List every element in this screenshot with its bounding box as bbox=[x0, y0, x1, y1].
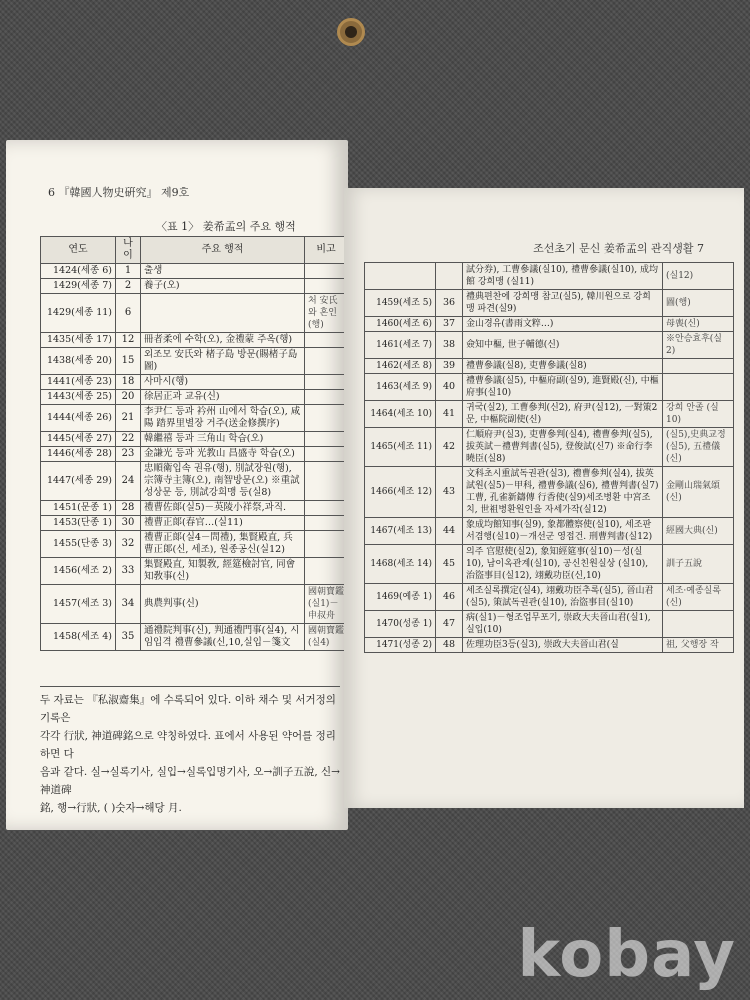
note-cell: 國朝寶鑑(실4) bbox=[305, 624, 348, 651]
header-note: 비고 bbox=[305, 237, 348, 264]
year-cell: 1465(세조 11) bbox=[365, 428, 436, 467]
age-cell: 20 bbox=[116, 390, 141, 405]
age-cell: 30 bbox=[116, 516, 141, 531]
note-cell bbox=[305, 375, 348, 390]
year-cell: 1443(세종 25) bbox=[41, 390, 116, 405]
note-cell bbox=[305, 531, 348, 558]
age-cell: 6 bbox=[116, 294, 141, 333]
note-cell: 圖(행) bbox=[663, 290, 734, 317]
header-year: 연도 bbox=[41, 237, 116, 264]
age-cell: 39 bbox=[436, 359, 463, 374]
age-cell: 2 bbox=[116, 279, 141, 294]
age-cell: 15 bbox=[116, 348, 141, 375]
table-row bbox=[41, 405, 348, 432]
age-cell: 36 bbox=[436, 290, 463, 317]
age-cell: 22 bbox=[116, 432, 141, 447]
table-row bbox=[41, 348, 348, 375]
deed-cell: 佐理功臣3등(실3), 崇政大夫晉山君(실 bbox=[463, 638, 663, 653]
table-row bbox=[365, 374, 734, 401]
deed-cell: 출생 bbox=[141, 264, 305, 279]
note-cell: 金剛山瑞氣頌(신) bbox=[663, 467, 734, 518]
year-cell: 1453(단종 1) bbox=[41, 516, 116, 531]
footnote-line: 음과 같다. 실→실록기사, 실입→실록입명기사, 오→訓子五說, 신→神道碑 bbox=[40, 766, 340, 796]
header-age: 나이 bbox=[116, 237, 141, 264]
deed-cell: 僉知中樞, 世子輔德(신) bbox=[463, 332, 663, 359]
deed-cell: 通禮院判事(신), 判通禮門事(실4), 시임입격 禮曹參議(신,10,실입－箋文 bbox=[141, 624, 305, 651]
table-row bbox=[41, 390, 348, 405]
right-running-head: 조선초기 문신 姜希孟의 관직생활 7 bbox=[533, 242, 704, 255]
table-row bbox=[41, 516, 348, 531]
age-cell: 41 bbox=[436, 401, 463, 428]
footnote bbox=[40, 686, 340, 817]
year-cell: 1470(성종 1) bbox=[365, 611, 436, 638]
deed-cell: 集賢殿直, 知製敎, 經筵檢討官, 同會知敎事(신) bbox=[141, 558, 305, 585]
table-row bbox=[41, 432, 348, 447]
binder-hole bbox=[337, 18, 365, 46]
year-cell: 1461(세조 7) bbox=[365, 332, 436, 359]
year-cell: 1429(세종 7) bbox=[41, 279, 116, 294]
deed-cell: 金山경유(書雨文粹…) bbox=[463, 317, 663, 332]
note-cell: 訓子五說 bbox=[663, 545, 734, 584]
table-row bbox=[41, 279, 348, 294]
table-row bbox=[41, 447, 348, 462]
deed-cell: 李尹仁 등과 衿州 山에서 학습(오), 咸陽 踏界里별장 거주(送金修撰序) bbox=[141, 405, 305, 432]
note-cell bbox=[305, 462, 348, 501]
age-cell: 45 bbox=[436, 545, 463, 584]
year-cell: 1468(세조 14) bbox=[365, 545, 436, 584]
deed-cell: 試分券), 工曹參議(실10), 禮曹參議(실10), 成均館 강희맹 (실11) bbox=[463, 263, 663, 290]
note-cell bbox=[305, 333, 348, 348]
left-table bbox=[40, 236, 348, 651]
age-cell: 1 bbox=[116, 264, 141, 279]
note-cell bbox=[305, 501, 348, 516]
year-cell: 1459(세조 5) bbox=[365, 290, 436, 317]
age-cell: 24 bbox=[116, 462, 141, 501]
year-cell: 1467(세조 13) bbox=[365, 518, 436, 545]
year-cell: 1435(세종 17) bbox=[41, 333, 116, 348]
year-cell: 1455(단종 3) bbox=[41, 531, 116, 558]
age-cell: 47 bbox=[436, 611, 463, 638]
age-cell: 32 bbox=[116, 531, 141, 558]
age-cell: 43 bbox=[436, 467, 463, 518]
table-header-row bbox=[41, 237, 348, 264]
note-cell: 세조·예종실록(신) bbox=[663, 584, 734, 611]
footnote-line: 각각 行狀, 神道碑銘으로 약칭하였다. 표에서 사용된 약어를 정리하면 다 bbox=[40, 730, 336, 760]
age-cell: 35 bbox=[116, 624, 141, 651]
table-row bbox=[365, 290, 734, 317]
note-cell: 처 安氏와 혼인(행) bbox=[305, 294, 348, 333]
table-row bbox=[365, 359, 734, 374]
table-row bbox=[365, 263, 734, 290]
deed-cell: 文科초시重試독권관(실3), 禮曹參判(실4), 拔英試원(실5)－甲科, 禮曹參議(실6), 禮曹判書(실7)工曹, 孔雀新鑄傳 行香使(실9)세조병환 中宮조치, 世祖병환원인을 자세가작(실12) bbox=[463, 467, 663, 518]
deed-cell: 禮曹佐郞(실5)－英陵小祥祭,과직. bbox=[141, 501, 305, 516]
deed-cell: 冊者柔에 수학(오), 金禮蒙 주옥(행) bbox=[141, 333, 305, 348]
deed-cell: 禮曹正郞(春官…(실11) bbox=[141, 516, 305, 531]
year-cell bbox=[365, 263, 436, 290]
year-cell: 1469(예종 1) bbox=[365, 584, 436, 611]
note-cell bbox=[663, 374, 734, 401]
deed-cell: 禮曹正郞(실4－問禮), 集賢殿直, 兵曹正郞(신, 세조), 원종공신(실12) bbox=[141, 531, 305, 558]
deed-cell: 禮典편찬에 강희맹 참고(실5), 韓川원으로 강희맹 파견(실9) bbox=[463, 290, 663, 317]
note-cell bbox=[305, 432, 348, 447]
note-cell bbox=[663, 611, 734, 638]
year-cell: 1471(성종 2) bbox=[365, 638, 436, 653]
deed-cell: 忠順衛입속 권유(행), 別試장원(행), 宗簿寺主簿(오), 南智방문(오) ※重試 성상문 등, 別試강희맹 등(실8) bbox=[141, 462, 305, 501]
table-row bbox=[365, 518, 734, 545]
deed-cell: 사마시(행) bbox=[141, 375, 305, 390]
year-cell: 1446(세종 28) bbox=[41, 447, 116, 462]
table-row bbox=[41, 375, 348, 390]
year-cell: 1462(세조 8) bbox=[365, 359, 436, 374]
deed-cell: 의주 官慰使(실2), 象知經筵事(실10)－성(실10), 남이옥관계(실10), 공신친원실상 (실10), 治盜事目(실12), 翊戴功臣(신,10) bbox=[463, 545, 663, 584]
deed-cell: 仁順府尹(실3), 吏曹參判(실4), 禮曹參判(실5), 拔英試－禮曹判書(실5), 登俊試(신7) ※命行李曉臣(실8) bbox=[463, 428, 663, 467]
year-cell: 1460(세조 6) bbox=[365, 317, 436, 332]
table-row bbox=[365, 611, 734, 638]
age-cell: 21 bbox=[116, 405, 141, 432]
deed-cell: 귀국(실2), 工曹參判(신2), 府尹(실12), 一對策2문, 中樞院副使(신) bbox=[463, 401, 663, 428]
deed-cell: 禮曹參議(실5), 中樞府副(실9), 進賢殿(신), 中樞府事(실10) bbox=[463, 374, 663, 401]
deed-cell: 典農判事(신) bbox=[141, 585, 305, 624]
table-row bbox=[365, 467, 734, 518]
table-row bbox=[41, 585, 348, 624]
left-table-body bbox=[41, 264, 348, 651]
note-cell bbox=[305, 558, 348, 585]
deed-cell: 象成均館知事(실9), 象都體察使(실10), 세조판서겸행(실10)－개선군 영접건. 刑曹判書(실12) bbox=[463, 518, 663, 545]
footnote-line: 두 자료는 『私淑齋集』에 수록되어 있다. 이하 채수 및 서거정의 기록은 bbox=[40, 694, 336, 724]
year-cell: 1444(세종 26) bbox=[41, 405, 116, 432]
deed-cell: 세조실록撰定(실4), 翊戴功臣추록(실5), 晉山君(실5), 策試독권관(실10), 治盜事目(실10) bbox=[463, 584, 663, 611]
table-row bbox=[41, 264, 348, 279]
note-cell: 母喪(신) bbox=[663, 317, 734, 332]
age-cell: 42 bbox=[436, 428, 463, 467]
note-cell bbox=[305, 279, 348, 294]
deed-cell: 病(실1)－형조업무포기, 崇政大夫晉山君(실1), 실입(10) bbox=[463, 611, 663, 638]
age-cell: 23 bbox=[116, 447, 141, 462]
table-row bbox=[365, 584, 734, 611]
age-cell: 28 bbox=[116, 501, 141, 516]
deed-cell: 외조모 安氏와 楮子島 방문(賜楮子島圖) bbox=[141, 348, 305, 375]
age-cell: 40 bbox=[436, 374, 463, 401]
table-row bbox=[41, 558, 348, 585]
note-cell bbox=[305, 348, 348, 375]
year-cell: 1456(세조 2) bbox=[41, 558, 116, 585]
right-table-body bbox=[365, 263, 734, 653]
note-cell bbox=[305, 516, 348, 531]
header-deeds: 주요 행적 bbox=[141, 237, 305, 264]
table-row bbox=[365, 332, 734, 359]
deed-cell bbox=[141, 294, 305, 333]
year-cell: 1463(세조 9) bbox=[365, 374, 436, 401]
deed-cell: 徐居正과 교유(신) bbox=[141, 390, 305, 405]
year-cell: 1441(세종 23) bbox=[41, 375, 116, 390]
age-cell: 33 bbox=[116, 558, 141, 585]
year-cell: 1429(세종 11) bbox=[41, 294, 116, 333]
note-cell bbox=[305, 390, 348, 405]
year-cell: 1457(세조 3) bbox=[41, 585, 116, 624]
note-cell bbox=[305, 405, 348, 432]
deed-cell: 金謙光 등과 光教山 昌盛寺 학습(오) bbox=[141, 447, 305, 462]
left-running-head: 6 『韓國人物史硏究』 제9호 bbox=[48, 186, 190, 199]
table-row bbox=[365, 545, 734, 584]
left-page bbox=[6, 140, 348, 830]
age-cell: 48 bbox=[436, 638, 463, 653]
table-row bbox=[365, 638, 734, 653]
table-row bbox=[41, 624, 348, 651]
table-row bbox=[41, 294, 348, 333]
age-cell: 46 bbox=[436, 584, 463, 611]
table-row bbox=[365, 317, 734, 332]
table-row bbox=[41, 501, 348, 516]
note-cell: (실5),史典교정(실5), 五禮儀(신) bbox=[663, 428, 734, 467]
year-cell: 1438(세종 20) bbox=[41, 348, 116, 375]
note-cell: 강희 안졸 (실10) bbox=[663, 401, 734, 428]
right-table bbox=[364, 262, 734, 653]
right-page bbox=[344, 188, 744, 808]
table-row bbox=[41, 333, 348, 348]
note-cell bbox=[305, 447, 348, 462]
watermark-logo: kobay bbox=[517, 918, 736, 992]
age-cell: 37 bbox=[436, 317, 463, 332]
year-cell: 1451(문종 1) bbox=[41, 501, 116, 516]
age-cell: 44 bbox=[436, 518, 463, 545]
age-cell: 12 bbox=[116, 333, 141, 348]
table-caption: 〈표 1〉 姜希孟의 주요 행적 bbox=[156, 220, 296, 233]
note-cell bbox=[305, 264, 348, 279]
age-cell bbox=[436, 263, 463, 290]
note-cell: ※안승효후(실2) bbox=[663, 332, 734, 359]
table-row bbox=[41, 531, 348, 558]
year-cell: 1447(세종 29) bbox=[41, 462, 116, 501]
note-cell: 經國大典(신) bbox=[663, 518, 734, 545]
table-row bbox=[365, 401, 734, 428]
year-cell: 1458(세조 4) bbox=[41, 624, 116, 651]
table-row bbox=[365, 428, 734, 467]
deed-cell: 養子(오) bbox=[141, 279, 305, 294]
age-cell: 18 bbox=[116, 375, 141, 390]
year-cell: 1424(세종 6) bbox=[41, 264, 116, 279]
table-row bbox=[41, 462, 348, 501]
note-cell: 國朝寶鑑(실1)－申叔舟 bbox=[305, 585, 348, 624]
age-cell: 38 bbox=[436, 332, 463, 359]
note-cell bbox=[663, 359, 734, 374]
year-cell: 1466(세조 12) bbox=[365, 467, 436, 518]
year-cell: 1464(세조 10) bbox=[365, 401, 436, 428]
year-cell: 1445(세종 27) bbox=[41, 432, 116, 447]
note-cell: (실12) bbox=[663, 263, 734, 290]
footnote-line: 銘, 행→行狀, ( )숫자→해당 月. bbox=[40, 802, 182, 814]
deed-cell: 韓繼禧 등과 三角山 학습(오) bbox=[141, 432, 305, 447]
deed-cell: 禮曹參議(실8), 吏曹參議(실8) bbox=[463, 359, 663, 374]
age-cell: 34 bbox=[116, 585, 141, 624]
note-cell: 祖, 父행장 작 bbox=[663, 638, 734, 653]
